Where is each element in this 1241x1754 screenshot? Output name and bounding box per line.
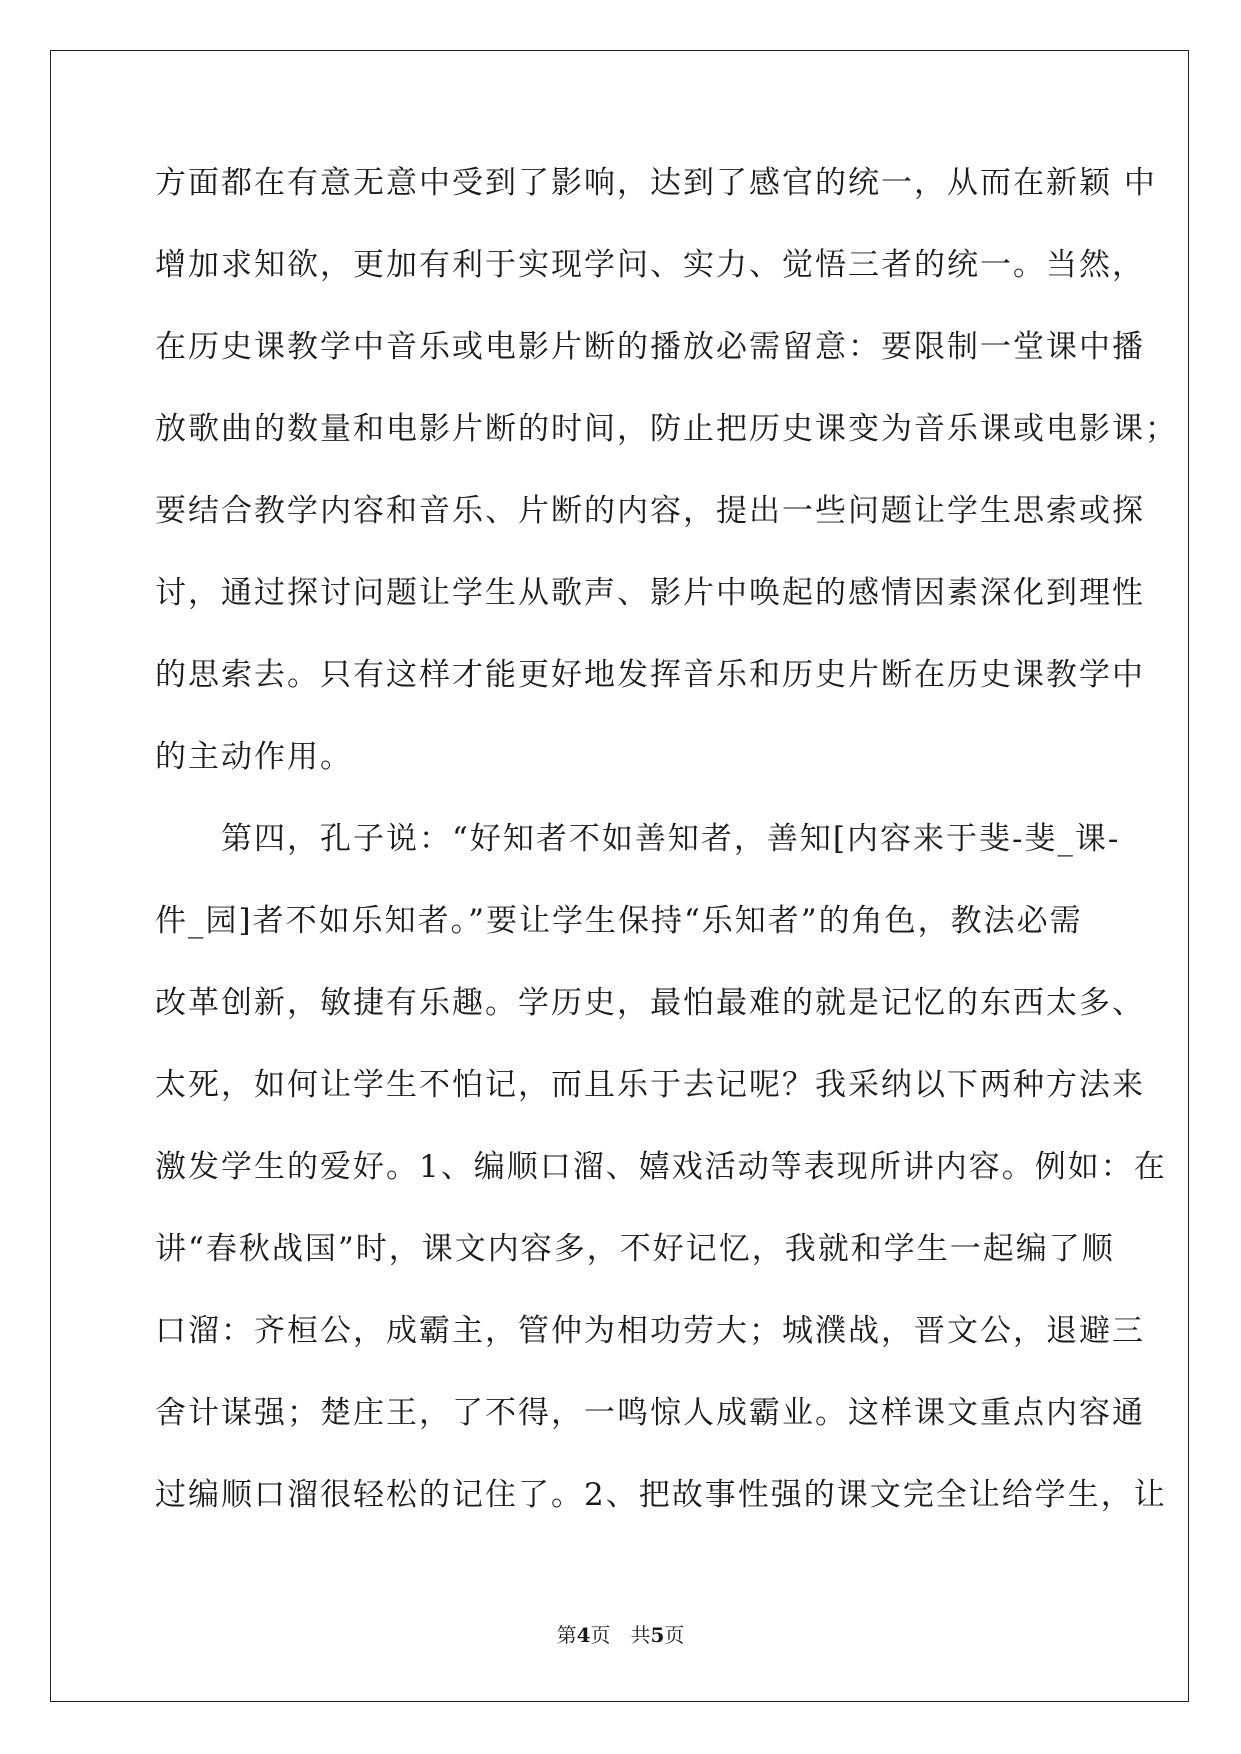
body-text (155, 160, 1178, 1554)
footer-mid: 页 共 (590, 1623, 651, 1647)
text-line: 激发学生的爱好。1、编顺口溜、嬉戏活动等表现所讲内容。例如：在 (155, 1149, 1167, 1185)
text-line: 增加求知欲，更加有利于实现学问、实力、觉悟三者的统一。当然， (155, 247, 1145, 283)
text-line: 改革创新，敏捷有乐趣。学历史，最怕最难的就是记忆的东西太多、 (155, 985, 1145, 1021)
text-line: 方面都在有意无意中受到了影响，达到了感官的统一，从而在新颖 中 (155, 165, 1157, 201)
text-line: 太死，如何让学生不怕记，而且乐于去记呢？我采纳以下两种方法来 (155, 1067, 1145, 1103)
text-line: 放歌曲的数量和电影片断的时间，防止把历史课变为音乐课或电影课； (155, 411, 1178, 447)
text-line: 的主动作用。 (155, 739, 353, 775)
footer-suffix: 页 (664, 1623, 685, 1647)
text-line: 在历史课教学中音乐或电影片断的播放必需留意：要限制一堂课中播 (155, 329, 1145, 365)
footer-prefix: 第 (556, 1623, 577, 1647)
text-line: 件_园]者不如乐知者。”要让学生保持“乐知者”的角色，教法必需 (155, 903, 1083, 939)
footer-page-total: 5 (650, 1623, 665, 1647)
footer-page-current: 4 (576, 1623, 591, 1647)
text-line: 口溜：齐桓公，成霸主，管仲为相功劳大；城濮战，晋文公，退避三 (155, 1313, 1145, 1349)
text-line: 第四，孔子说：“好知者不如善知者，善知[内容来于斐-斐_课- (155, 821, 1121, 857)
text-line: 过编顺口溜很轻松的记住了。2、把故事性强的课文完全让给学生，让 (155, 1477, 1167, 1513)
text-line: 舍计谋强；楚庄王，了不得，一鸣惊人成霸业。这样课文重点内容通 (155, 1395, 1145, 1431)
page-footer (0, 1620, 1241, 1650)
text-line: 讲“春秋战国”时，课文内容多，不好记忆，我就和学生一起编了顺 (155, 1231, 1115, 1267)
text-line: 要结合教学内容和音乐、片断的内容，提出一些问题让学生思索或探 (155, 493, 1145, 529)
text-line: 讨，通过探讨问题让学生从歌声、影片中唤起的感情因素深化到理性 (155, 575, 1145, 611)
text-line: 的思索去。只有这样才能更好地发挥音乐和历史片断在历史课教学中 (155, 657, 1145, 693)
